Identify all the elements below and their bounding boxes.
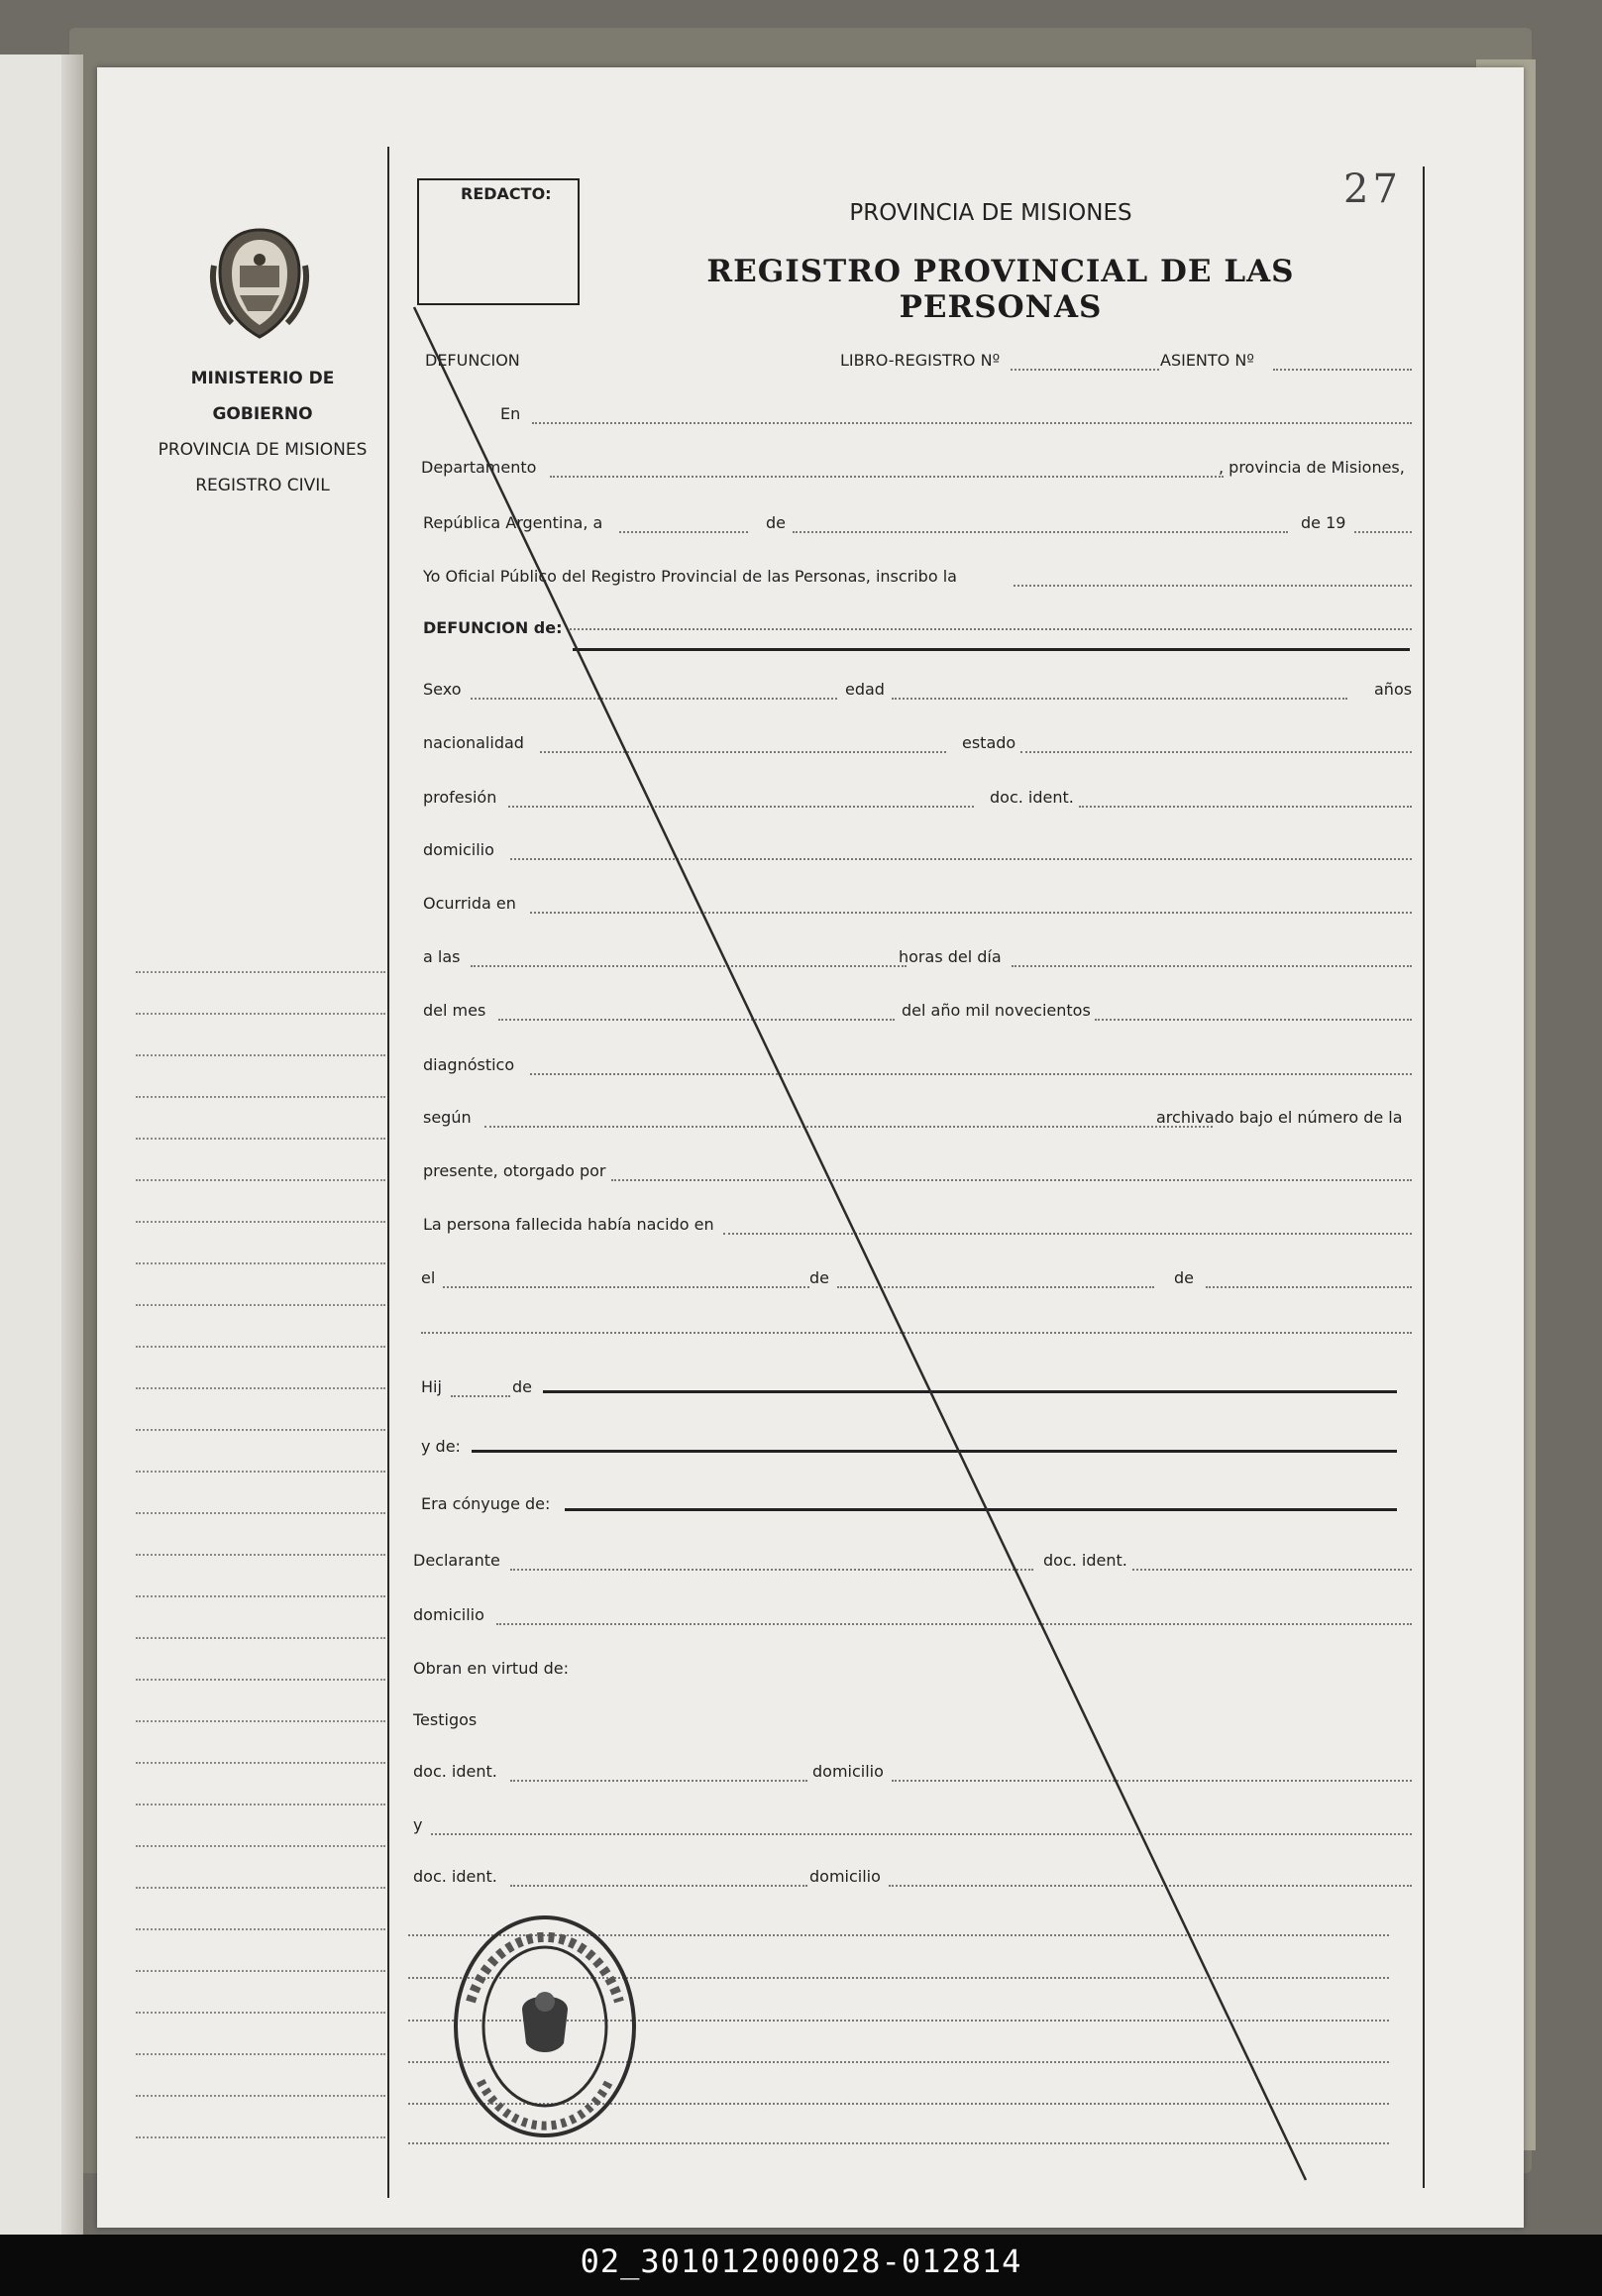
- diagonal-line: [414, 307, 1306, 2180]
- segun-label: según: [423, 1108, 472, 1127]
- asiento-label: ASIENTO Nº: [1160, 351, 1254, 370]
- el-de-label: de: [809, 1268, 829, 1287]
- ministry-province: PROVINCIA DE MISIONES: [158, 440, 368, 460]
- redacto-label: REDACTO:: [461, 184, 552, 203]
- official-stamp-icon: [451, 1913, 639, 2144]
- provincia-misiones-label: , provincia de Misiones,: [1219, 458, 1405, 477]
- profesion-label: profesión: [423, 788, 497, 807]
- sexo-label: Sexo: [423, 680, 462, 699]
- testigo2-doc-label: doc. ident.: [413, 1867, 497, 1886]
- diagnostico-label: diagnóstico: [423, 1055, 515, 1074]
- testigo1-domicilio-label: domicilio: [812, 1762, 884, 1781]
- hij-de-label: de: [512, 1377, 532, 1396]
- defuncion-label: DEFUNCION: [425, 351, 520, 370]
- y-de-label: y de:: [421, 1437, 461, 1456]
- testigo1-doc-label: doc. ident.: [413, 1762, 497, 1781]
- declarante-doc-label: doc. ident.: [1043, 1551, 1127, 1570]
- testigos-label: Testigos: [413, 1710, 478, 1729]
- el-de2-label: de: [1174, 1268, 1194, 1287]
- registry-title: REGISTRO PROVINCIAL DE LAS PERSONAS: [706, 254, 1295, 325]
- domicilio-label: domicilio: [423, 840, 494, 859]
- obran-label: Obran en virtud de:: [413, 1659, 569, 1678]
- el-label: el: [421, 1268, 436, 1287]
- testigo2-domicilio-label: domicilio: [809, 1867, 881, 1886]
- province-title: PROVINCIA DE MISIONES: [849, 200, 1132, 226]
- estado-label: estado: [962, 733, 1016, 752]
- ministry-registry: REGISTRO CIVIL: [195, 476, 330, 495]
- anos-label: años: [1374, 680, 1413, 699]
- presente-label: presente, otorgado por: [423, 1161, 606, 1180]
- scan-caption: 02_301012000028-012814: [580, 2242, 1022, 2280]
- yo-oficial-label: Yo Oficial Público del Registro Provincial de las Personas, inscribo la: [423, 567, 957, 586]
- libro-registro-label: LIBRO-REGISTRO Nº: [840, 351, 1001, 370]
- archivado-label: archivado bajo el número de la: [1156, 1108, 1403, 1127]
- y-label: y: [413, 1815, 423, 1834]
- doc-ident-label: doc. ident.: [990, 788, 1074, 807]
- de-label: de: [766, 513, 786, 532]
- edad-label: edad: [845, 680, 885, 699]
- page-number: 27: [1343, 166, 1402, 212]
- del-ano-label: del año mil novecientos: [902, 1001, 1091, 1020]
- a-las-label: a las: [423, 947, 461, 966]
- nacionalidad-label: nacionalidad: [423, 733, 524, 752]
- ocurrida-label: Ocurrida en: [423, 894, 516, 913]
- hij-label: Hij: [421, 1377, 442, 1396]
- republica-label: República Argentina, a: [423, 513, 603, 532]
- decl-domicilio-label: domicilio: [413, 1605, 484, 1624]
- persona-fallecida-label: La persona fallecida había nacido en: [423, 1215, 714, 1234]
- departamento-label: Departamento: [421, 458, 537, 477]
- ministry-name: MINISTERIO DE GOBIERNO: [190, 369, 335, 424]
- conyuge-label: Era cónyuge de:: [421, 1494, 551, 1513]
- de-19-label: de 19: [1301, 513, 1346, 532]
- en-label: En: [500, 404, 521, 423]
- defuncion-de-label: DEFUNCION de:: [423, 618, 563, 637]
- declarante-label: Declarante: [413, 1551, 500, 1570]
- stamp-seal: [451, 1913, 639, 2140]
- horas-dia-label: horas del día: [899, 947, 1002, 966]
- del-mes-label: del mes: [423, 1001, 486, 1020]
